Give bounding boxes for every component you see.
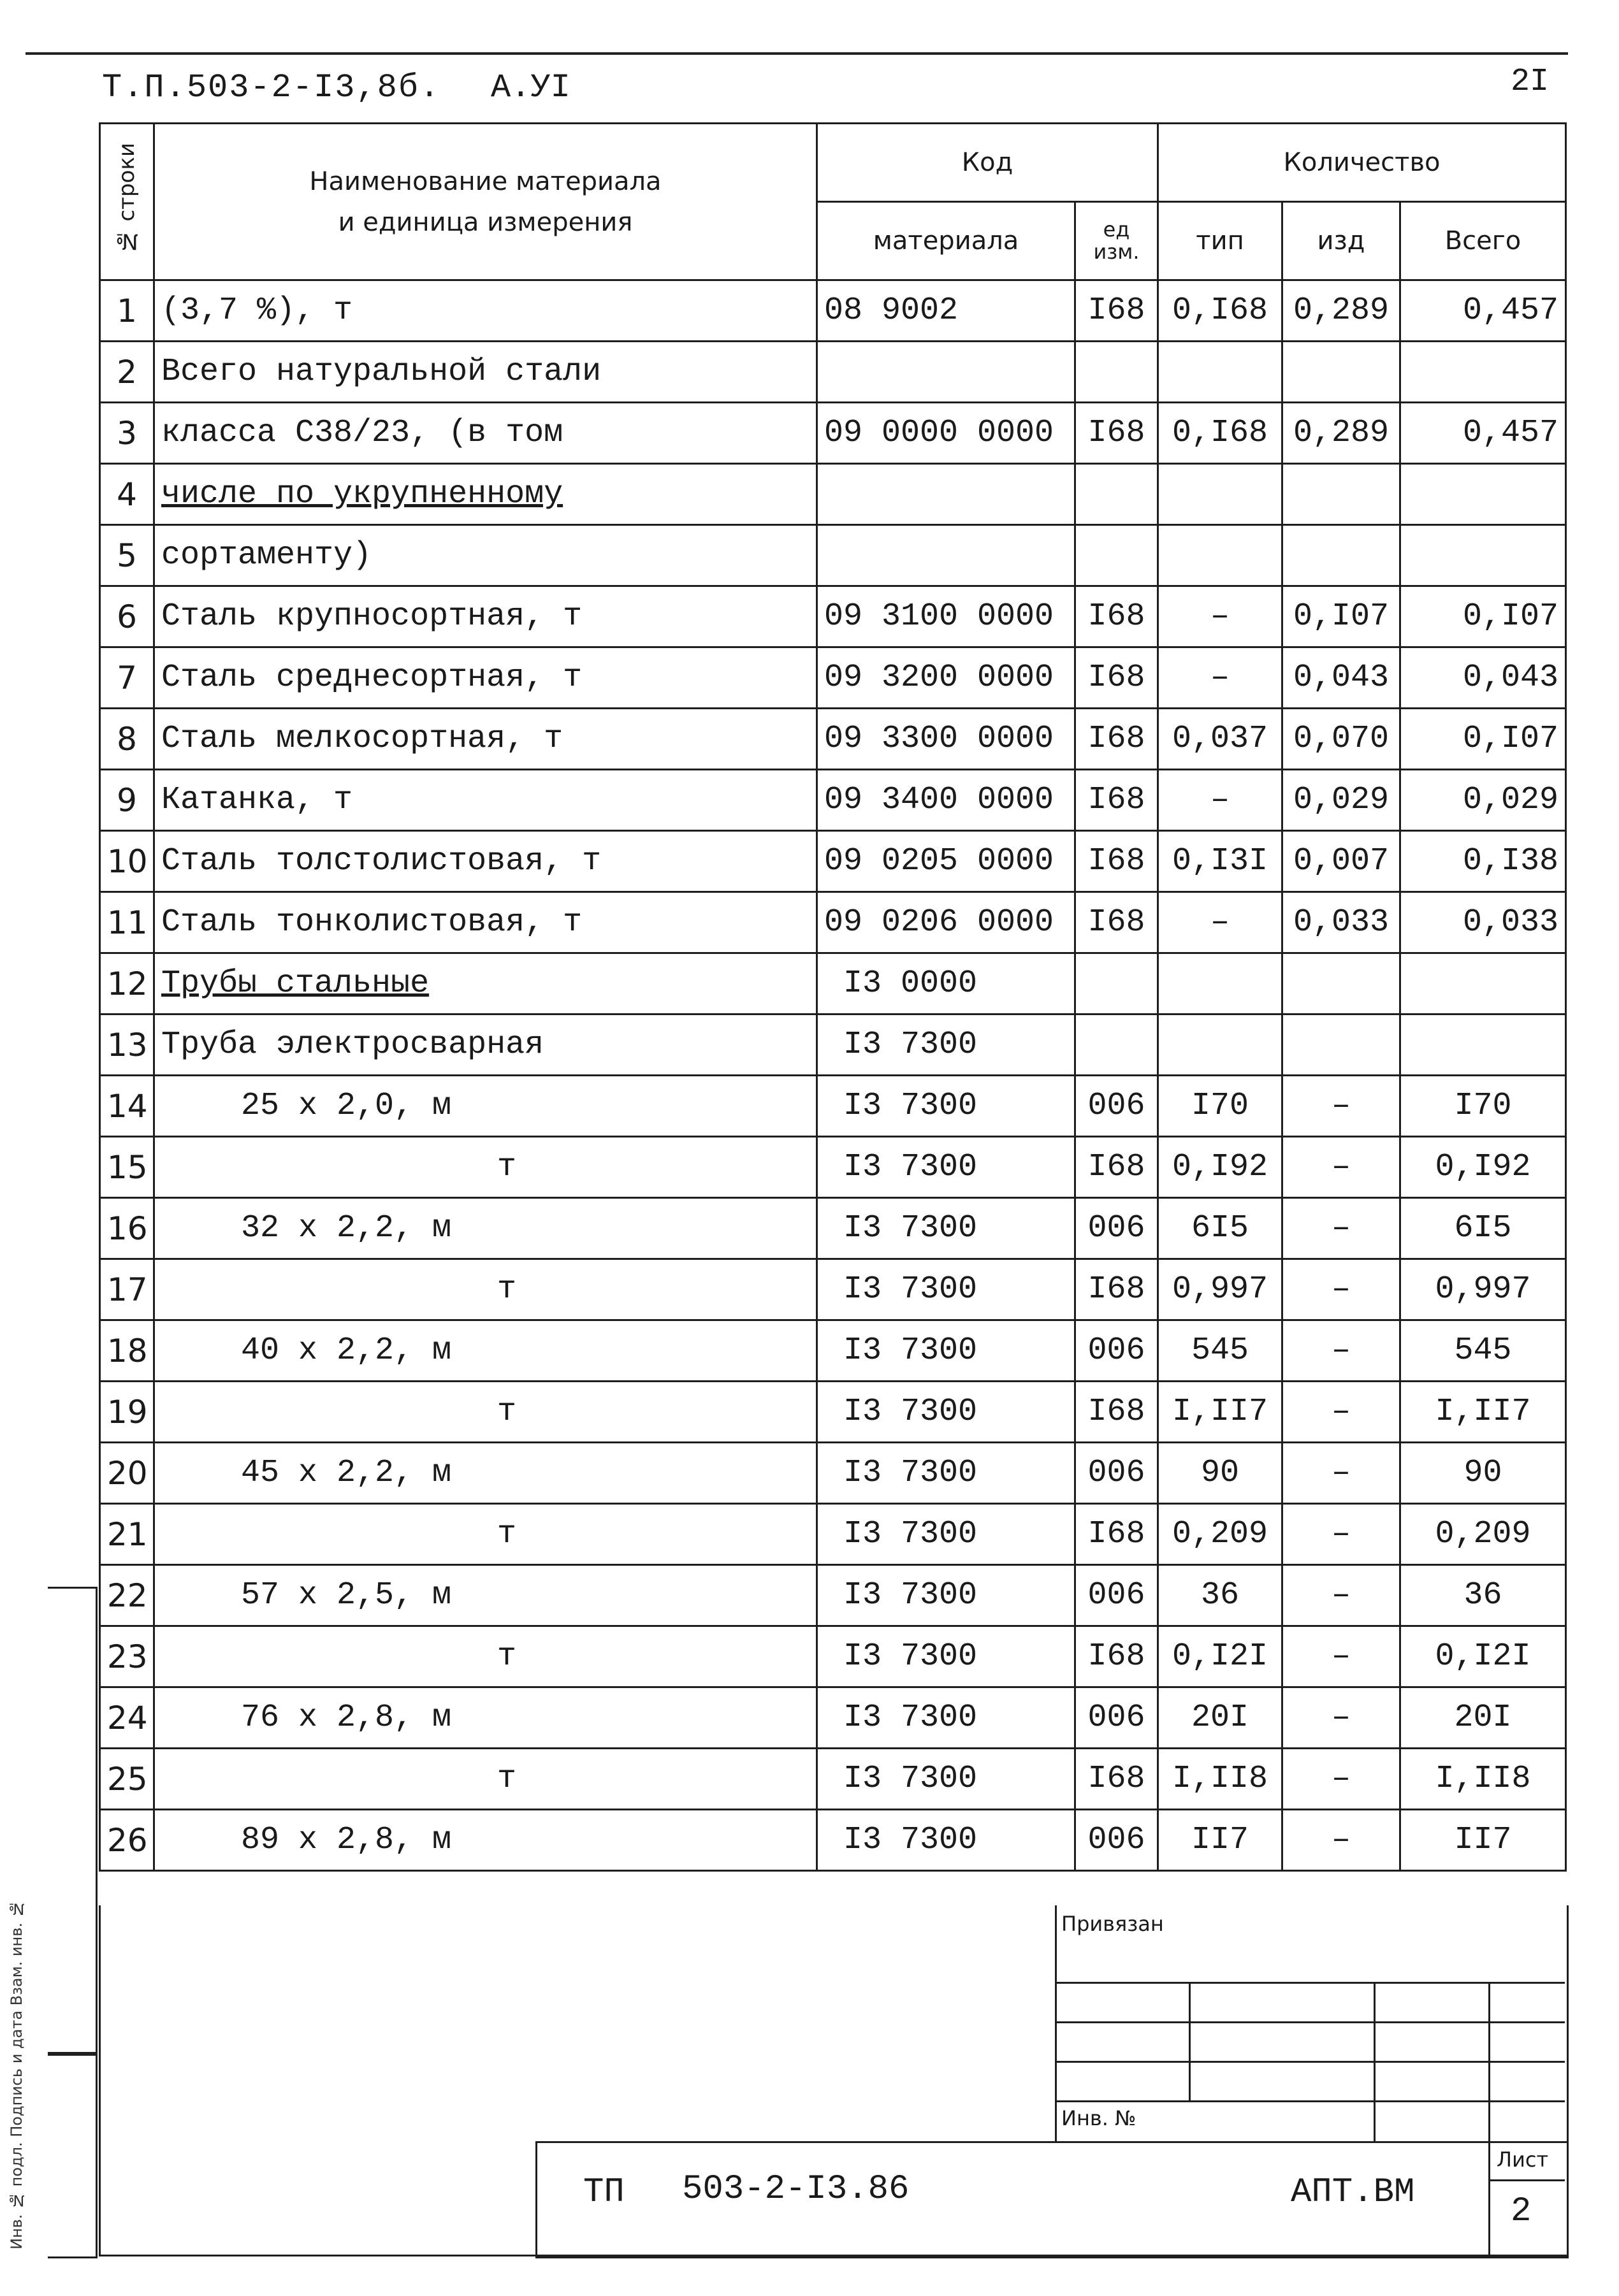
table-row: 14 25 х 2,0, м I3 7300 006 I70 – I70 [100, 1076, 1566, 1137]
materials-table [99, 122, 1567, 1872]
binding-strip-text: Инв. № подл. Подпись и дата Взам. инв. № [8, 1900, 25, 2249]
album-section: А.УI [491, 69, 570, 106]
table-row: 11 Сталь тонколистовая, т 09 0206 0000 I68 – 0,033 0,033 [100, 892, 1566, 953]
table-row: 24 76 х 2,8, м I3 7300 006 20I – 20I [100, 1687, 1566, 1749]
item-qty-header: изд [1282, 202, 1400, 280]
table-row: 6 Сталь крупносортная, т 09 3100 0000 I68 – 0,I07 0,I07 [100, 586, 1566, 647]
sheet-label: Лист [1497, 2148, 1549, 2172]
material-code-header: материала [817, 202, 1075, 280]
title-block-designation: ТП [583, 2173, 625, 2212]
code-group-header: Код [817, 124, 1158, 202]
table-row: 3 класса С38/23, (в том 09 0000 0000 I68 0,I68 0,289 0,457 [100, 403, 1566, 464]
binding-strip-lower [48, 2052, 98, 2258]
top-rule [25, 52, 1568, 55]
table-row: 10 Сталь толстолистовая, т 09 0205 0000 I68 0,I3I 0,007 0,I38 [100, 831, 1566, 892]
table-row: 22 57 х 2,5, м I3 7300 006 36 – 36 [100, 1565, 1566, 1626]
table-row: 1 (3,7 %), т 08 9002 I68 0,I68 0,289 0,457 [100, 280, 1566, 342]
document-code-header: Т.П.503-2-I3,8б. [102, 69, 441, 106]
type-qty-header: тип [1158, 202, 1282, 280]
quantity-group-header: Количество [1158, 124, 1566, 202]
inventory-number-label: Инв. № [1061, 2106, 1136, 2130]
table-row: 25 т I3 7300 I68 I,II8 – I,II8 [100, 1749, 1566, 1810]
title-block-project-number: 503-2-I3.86 [682, 2170, 910, 2209]
page-number-corner: 2I [1511, 64, 1550, 100]
table-row: 19 т I3 7300 I68 I,II7 – I,II7 [100, 1382, 1566, 1443]
table-row: 8 Сталь мелкосортная, т 09 3300 0000 I68 0,037 0,070 0,I07 [100, 709, 1566, 770]
binding-strip-upper [48, 1587, 98, 2056]
table-row: 13 Труба электросварная I3 7300 [100, 1014, 1566, 1076]
table-row: 21 т I3 7300 I68 0,209 – 0,209 [100, 1504, 1566, 1565]
table-row: 5 сортаменту) [100, 525, 1566, 586]
table-row: 23 т I3 7300 I68 0,I2I – 0,I2I [100, 1626, 1566, 1687]
table-row: 17 т I3 7300 I68 0,997 – 0,997 [100, 1259, 1566, 1320]
sheet-number: 2 [1511, 2192, 1532, 2231]
attached-label: Привязан [1061, 1912, 1164, 1936]
table-row: 2 Всего натуральной стали [100, 342, 1566, 403]
table-row: 9 Катанка, т 09 3400 0000 I68 – 0,029 0,029 [100, 770, 1566, 831]
table-row: 26 89 х 2,8, м I3 7300 006 II7 – II7 [100, 1810, 1566, 1871]
table-row: 16 32 х 2,2, м I3 7300 006 6I5 – 6I5 [100, 1198, 1566, 1259]
material-name-header: Наименование материала и единица измерения [154, 124, 817, 280]
title-block-mark: АПТ.ВМ [1291, 2173, 1415, 2212]
table-row: 12 Трубы стальные I3 0000 [100, 953, 1566, 1014]
unit-code-header: ед изм. [1075, 202, 1158, 280]
row-number-header: № строки [100, 124, 154, 280]
table-row: 15 т I3 7300 I68 0,I92 – 0,I92 [100, 1137, 1566, 1198]
total-qty-header: Всего [1400, 202, 1566, 280]
table-row: 7 Сталь среднесортная, т 09 3200 0000 I68 – 0,043 0,043 [100, 647, 1566, 709]
table-row: 20 45 х 2,2, м I3 7300 006 90 – 90 [100, 1443, 1566, 1504]
sheet-box-divider [1488, 2179, 1565, 2181]
table-row: 18 40 х 2,2, м I3 7300 006 545 – 545 [100, 1320, 1566, 1382]
table-row: 4 числе по укрупненному [100, 464, 1566, 525]
